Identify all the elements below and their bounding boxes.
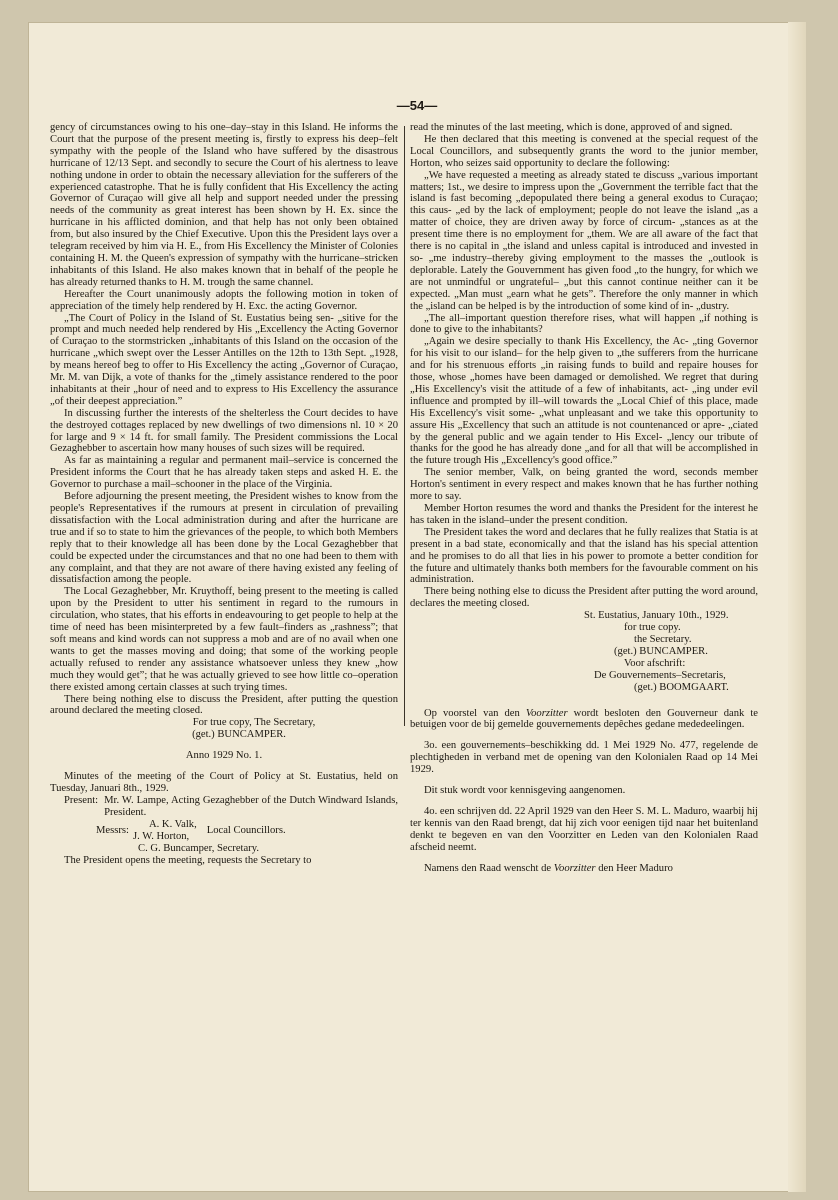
signature-name: (get.) BUNCAMPER.: [614, 645, 708, 657]
signature-copy: for true copy.: [624, 622, 681, 634]
anno-heading: Anno 1929 No. 1.: [185, 750, 263, 762]
dutch-paragraph: 3o. een gouvernements–beschikking dd. 1 Mei 1929 No. 477, regelende de plechtigheden in verband met de opening van den Kolonialen Raad op 14 Mei 1929.: [410, 740, 758, 776]
paragraph: Before adjourning the present meeting, the President wishes to know from the people's Representatives if the rumours at present in circulation of prevailing dissatisfaction with the Local administration during and after the hurricane are true and if so to state to him the grievances of the people, to which both Members reply that to their knowledge all has been done by the Local Gezaghebber that could be expected under the circumstances and that no one had been to them with any complaint, and that they are not aware of there having existed any feeling of dissatisfaction among the people.: [50, 491, 398, 586]
signature-name: (get.) BOOMGAART.: [634, 681, 729, 693]
paragraph: There being nothing else to discuss the President, after putting the question around declared the meeting closed.: [50, 693, 398, 717]
right-column: [410, 122, 758, 874]
present-text: Mr. W. Lampe, Acting Gezaghebber of the Dutch Windward Islands, President.: [104, 794, 398, 818]
paragraph: Hereafter the Court unanimously adopts the following motion in token of appreciation of the timely help rendered by H. Exc. the acting Governor.: [50, 288, 398, 312]
voor-afschrift: Voor afschrift:: [624, 657, 686, 669]
messrs-label: Messrs:: [96, 824, 129, 836]
members: [96, 819, 286, 843]
statement-text: „The all–important question therefore rises, what will happen „if nothing is done to give to the inhabitants?: [410, 312, 758, 336]
paragraph: There being nothing else to dicuss the President after putting the word around, declares the meeting closed.: [410, 586, 758, 610]
member-name: J. W. Horton,: [132, 830, 190, 842]
signature-secretary: the Secretary.: [634, 633, 692, 645]
dutch-paragraph: 4o. een schrijven dd. 22 April 1929 van den Heer S. M. L. Maduro, waarbij hij ter kennis van den Raad brengt, dat hij zich voor eenigen tijd naar het buitenland denkt te begeven en van den Voorzitter en Leden van den Kolonialen Raad afscheid neemt.: [410, 805, 758, 853]
paragraph: gency of circumstances owing to his one–day–stay in this Island. He informs the Court that the purpose of the present meeting is, firstly to express his deep–felt sympathy with the people of the Island who have suffered by the disastrous hurricane of 12/13 Sept. and secondly to secure the Court of his alertness to leave nothing undone in order to obtain the necessary alleviation for the sufferers of the experienced catastrophe. That he is fully confident that His Excellency the acting Governor of Curaçao will give all help and support needed under the pressing needs of the community as great interest has been shown by H. Ex. since the hurricane in his afflicted dominion, and that help has not only been obtained from, but also insured by the Chief Executive. Upon this the President lays over a telegram received by him via H. E., from His Excellency the Minister of Colonies containing H. M. the Queen's expression of sympathy with the hurricane–stricken inhabitants of this Island. He also makes known that in behalf of the people he has already returned thanks to H. M. trough the same channel.: [50, 122, 398, 288]
paragraph: read the minutes of the last meeting, which is done, approved of and signed.: [410, 122, 733, 133]
dutch-paragraph: Dit stuk wordt voor kennisgeving aangenomen.: [424, 785, 626, 797]
paragraph: In discussing further the interests of the shelterless the Court decides to have the destroyed cottages replaced by new dwellings of two dimensions nl. 10 × 20 for large and 9 × 14 ft. for small family. The President commissions the Local Gezaghebber to ascertain how many houses of such sizes will be required.: [50, 407, 398, 455]
minutes-heading: Minutes of the meeting of the Court of Policy at St. Eustatius, held on Tuesday, Januari 8th., 1929.: [50, 771, 398, 794]
page-number: —54—: [396, 98, 438, 113]
statement-text: „We have requested a meeting as already stated te discuss „various important matters; 1st., we desire to impress upon the „Government the terrible fact that the island is fast becoming „depopulated there being a general exodus to Curaçao; this caus- „ed by the lack of employment; people do not leave the island „as a matter of choice, they are driven away by force of circum- „stances as at the present time there is no employment for „them. We are all aware of the fact that there is no capital in „the island and unless capital is introduced and invested in so- „me industry–thereby giving employment to the masses the „outlook is deplorable. Lately the Gouvernment has given food „to the hungry, for which we are not unmindful or ungrateful– „but this cannot continue neither can it be expected. „Man must „earn what he gets”. Therefore the only manner in which the „island can be helped is by the introduction of some kind of in- „dustry.: [410, 169, 758, 312]
motion-text: „The Court of Policy in the Island of St. Eustatius being sen- „sitive for the prompt and much needed help rendered by His „Excellency the Acting Governor of Curaçao to the stormstricken „inhabitants of this Island on the occasion of the hurricane „which swept over the Lesser Antilles on the 12th to 13th Sept. „1928, by means hereof beg to offer to His Excellency the acting „Governor of Curaçao, Mr. M. van Dijk, a vote of thanks for the „timely assistance rendered to the poor inhabitants at their „hour of need and to express to His Excellency the assurance „of their deepest appreciation.”: [50, 312, 398, 407]
councillors-label: Local Councillors.: [206, 824, 286, 836]
signature-name: (get.) BUNCAMPER.: [192, 729, 286, 741]
voorzitter-term: Voorzitter: [553, 862, 596, 874]
paragraph: The Local Gezaghebber, Mr. Kruythoff, being present to the meeting is called upon by the President to utter his sentiment in regard to the rumours in circulation, who states, that his efforts in endeavouring to get people to help at the time of need has been misinterpreted by a few fault–finders as „rashness”; that soft means and kind words can not suppress a mob and are of no avail when one wants to get the masses moving and doing; that some of the working people actually refused to render any assistance whatsoever unless they knew „how much they would get”; that he was actually grieved to see how little co–operation there existed among certain classes at such trying times.: [50, 586, 398, 693]
paragraph: As far as maintaining a regular and permanent mail–service is concerned the President informs the Court that he has already taken steps and asked H. E. the Governor to purchase a mail–schooner in the place of the Virginia.: [50, 455, 398, 491]
paragraph: The President opens the meeting, requests the Secretary to: [64, 854, 312, 866]
paragraph: The senior member, Valk, on being granted the word, seconds member Horton's sentiment in every respect and makes known that he has further nothing more to say.: [410, 467, 758, 503]
column-rule: [404, 126, 405, 726]
attendance: [50, 795, 398, 819]
paragraph: Member Horton resumes the word and thanks the President for the interest he has taken in the island–under the present condition.: [410, 503, 758, 526]
secretary-line: C. G. Buncamper, Secretary.: [138, 842, 259, 854]
page-edge: [788, 22, 806, 1192]
signature-line: For true copy, The Secretary,: [192, 717, 316, 729]
present-label: Present:: [64, 794, 99, 806]
paragraph: He then declared that this meeting is convened at the special request of the Local Councillors, and subsequently grants the word to the junior member, Horton, who seizes said opportunity to declare the following:: [410, 133, 758, 169]
dutch-paragraph: Namens den Raad wenscht de Voorzitter den Heer Maduro: [424, 862, 673, 874]
gouvernements-secretaris: De Gouvernements–Secretaris,: [594, 669, 726, 681]
voorzitter-term: Voorzitter: [525, 707, 568, 719]
statement-text: „Again we desire specially to thank His Excellency, the Ac- „ting Governor for his visit to our island– for the help given to „the sufferers from the hurricane and for his strenuous efforts „in raising funds to build and repaire houses for those, whose „homes have been damaged or demolished. We regret that during „His Excellency's visit the attitude of a few of inhabitants, act- „ing under evil influence and prompted by ill–will towards the „Local Chief of this place, made His Excellency's visit some- „what unpleasant and we take this opportunity to assure His „Excellency that such an attitude is not countenanced or apre- „ciated by the general public and we again tender to His Excel- „lency our tribute of thanks for the good he has already done „and for all that will be accomplished in the future trough His „Excellency's good office.”: [410, 336, 758, 467]
dutch-paragraph: Op voorstel van den Voorzitter wordt besloten den Gouverneur dank te betuigen voor de bij gemelde gouvernements depêches gedane mededeelingen.: [410, 707, 758, 731]
signature-place: St. Eustatius, January 10th., 1929.: [584, 610, 729, 622]
left-column: [50, 122, 398, 867]
member-name: A. K. Valk,: [148, 818, 197, 830]
paragraph: The President takes the word and declares that he fully realizes that Statia is at present in a bad state, economically and that the island has his special attention and he promises to do all that lies in his power to promote a better condition for the future and ultimately thanks both members for the favourable comment on his administration.: [410, 526, 758, 586]
page-sheet: [28, 22, 806, 1192]
